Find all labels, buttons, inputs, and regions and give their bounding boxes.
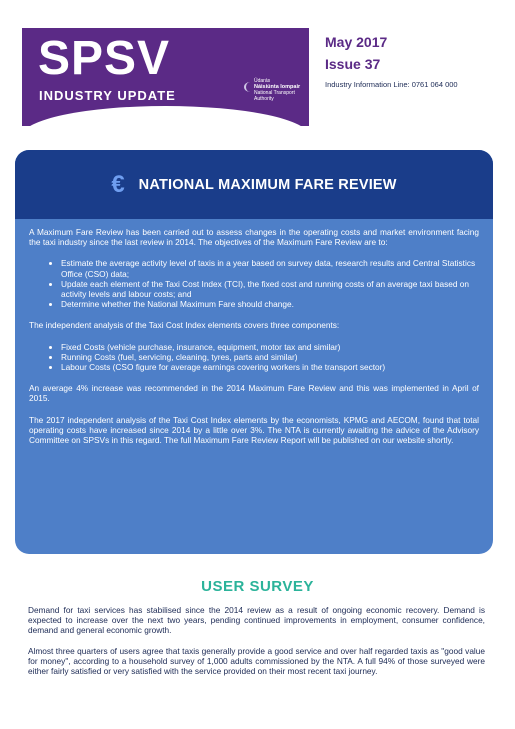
euro-icon: € xyxy=(111,170,125,198)
nta-line-3: National Transport Authority xyxy=(254,90,295,102)
issue-date: May 2017 xyxy=(325,34,388,50)
logo-title: SPSV xyxy=(38,32,171,85)
survey-paragraph-2: Almost three quarters of users agree that taxis generally provide a good service and over half regarded taxis as "good value for money", according to a household survey of 1,000 adults commissioned by the NTA. A full 94% of those surveyed were either fairly satisfied or very satisfied with the service provided on their most recent taxi journey. xyxy=(28,645,485,677)
objective-item: • Determine whether the National Maximum Fare should change. xyxy=(61,299,479,309)
banner-curve xyxy=(22,106,309,126)
component-item: • Fixed Costs (vehicle purchase, insurance, equipment, motor tax and similar) xyxy=(61,342,479,352)
fare-review-header xyxy=(15,150,493,219)
issue-info xyxy=(325,34,458,89)
objective-item: • Estimate the average activity level of taxis in a year based on survey data, research results and Central Statistics Office (CSO) data; xyxy=(61,258,479,278)
nta-line-1: Údarás xyxy=(254,78,271,84)
component-item: • Running Costs (fuel, servicing, cleaning, tyres, parts and similar) xyxy=(61,352,479,362)
info-line: Industry Information Line: 0761 064 000 xyxy=(325,80,458,89)
spsv-logo-banner xyxy=(22,28,309,126)
components-list xyxy=(29,342,479,373)
user-survey-title: USER SURVEY xyxy=(201,578,314,595)
nta-logo xyxy=(254,78,309,102)
fare-review-intro: A Maximum Fare Review has been carried out to assess changes in the operating costs and market environment facing the taxi industry since the last review in 2014. The objectives of the Maximum Fare Review are to: xyxy=(29,227,479,248)
objectives-list xyxy=(29,258,479,309)
findings: The 2017 independent analysis of the Taxi Cost Index elements by the economists, KPMG and AECOM, found that total operating costs have increased since 2014 by a little over 3%. The NTA is currently awaiting the advice of the Advisory Committee on SPSVs in this regard. The full Maximum Fare Review Report will be published on our website shortly. xyxy=(29,414,479,446)
logo-subtitle: INDUSTRY UPDATE xyxy=(39,88,176,103)
fare-review-panel xyxy=(15,150,493,554)
objective-item: • Update each element of the Taxi Cost Index (TCI), the fixed cost and running costs of an average taxi based on activity levels and labour costs; and xyxy=(61,279,479,299)
nta-swoosh-icon xyxy=(244,82,256,92)
components-intro: The independent analysis of the Taxi Cost Index elements covers three components: xyxy=(29,320,340,331)
nta-line-2: Náisiúnta Iompair xyxy=(254,84,301,90)
user-survey-body xyxy=(28,605,485,686)
component-item: • Labour Costs (CSO figure for average earnings covering workers in the transport sector) xyxy=(61,362,479,372)
issue-number: Issue 37 xyxy=(325,56,381,72)
fare-review-title: NATIONAL MAXIMUM FARE REVIEW xyxy=(138,176,397,193)
fare-review-body xyxy=(15,219,493,445)
survey-paragraph-1: Demand for taxi services has stabilised since the 2014 review as a result of ongoing economic recovery. Demand is expected to increase over the next two years, pending continued improvements in employment, consumer confidence, demand and general economic growth. xyxy=(28,605,485,636)
increase-note: An average 4% increase was recommended in the 2014 Maximum Fare Review and this was implemented in April of 2015. xyxy=(29,383,479,404)
